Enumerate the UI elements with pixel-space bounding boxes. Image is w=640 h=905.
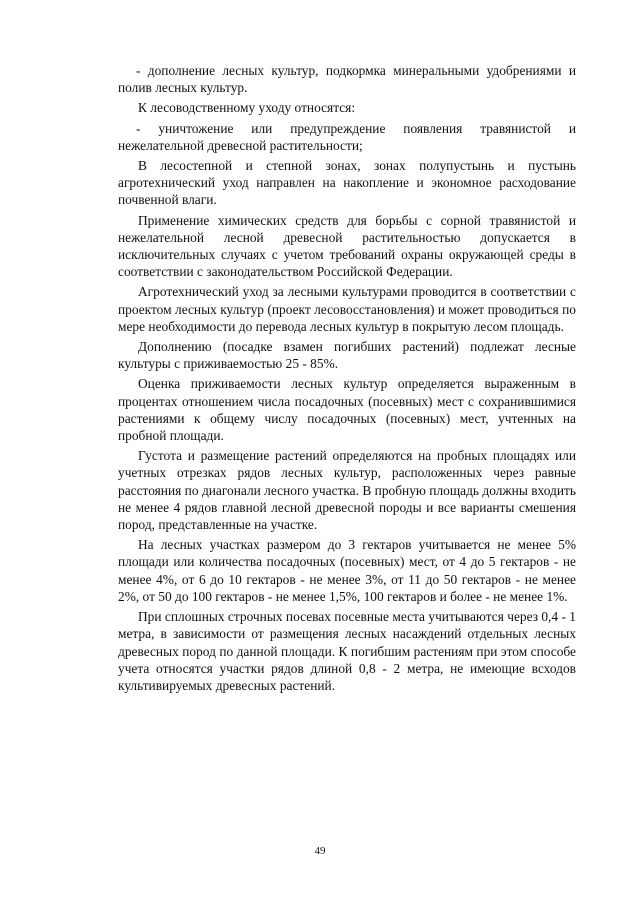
paragraph: При сплошных строчных посевах посевные места учитываются через 0,4 - 1 метра, в зависимости от размещения лесных насаждений отдельных лесных древесных пород по данной площади. К погибшим растениям при этом способе учета относятся участки рядов длиной 0,8 - 2 метра, не имеющие всходов культивируемых древесных растений. — [118, 609, 576, 693]
paragraph: Дополнению (посадке взамен погибших растений) подлежат лесные культуры с приживаемостью 25 - 85%. — [118, 339, 576, 372]
paragraph: На лесных участках размером до 3 гектаров учитывается не менее 5% площади или количества посадочных (посевных) мест, от 4 до 5 гектаров - не менее 4%, от 6 до 10 гектаров - не менее 3%, от 11 до 50 гектаров - не менее 2%, от 50 до 100 гектаров - не менее 1,5%, 100 гектаров и более - не менее 1%. — [118, 537, 576, 604]
paragraph: В лесостепной и степной зонах, зонах полупустынь и пустынь агротехнический уход направлен на накопление и экономное расходование почвенной влаги. — [118, 158, 576, 208]
paragraph: Применение химических средств для борьбы с сорной травянистой и нежелательной лесной древесной растительностью допускается в исключительных случаях с учетом требований охраны окружающей среды в соответствии с законодательством Российской Федерации. — [118, 212, 576, 280]
paragraph: К лесоводственному уходу относятся: — [138, 100, 356, 116]
paragraph: Густота и размещение растений определяются на пробных площадях или учетных отрезках рядов лесных культур, расположенных через равные расстояния по диагонали лесного участка. В пробную площадь должны входить не менее 4 рядов главной лесной древесной породы и все варианты смешения пород, представленные на участке. — [118, 448, 576, 533]
paragraph: - уничтожение или предупреждение появления травянистой и нежелательной древесной растительности; — [118, 120, 576, 153]
paragraph: - дополнение лесных культур, подкормка минеральными удобрениями и полив лесных культур. — [118, 63, 576, 96]
paragraph: Агротехнический уход за лесными культурами проводится в соответствии с проектом лесных культур (проект лесовосстановления) и может проводиться по мере необходимости до перевода лесных культур в покрытую лесом площадь. — [118, 284, 576, 334]
page-number: 49 — [314, 845, 326, 857]
body-text — [118, 62, 576, 697]
paragraph: Оценка приживаемости лесных культур определяется выраженным в процентах отношением числа посадочных (посевных) мест с сохранившимися растениями к общему числу посадочных (посевных) мест, учтенных на пробной площади. — [118, 376, 576, 444]
